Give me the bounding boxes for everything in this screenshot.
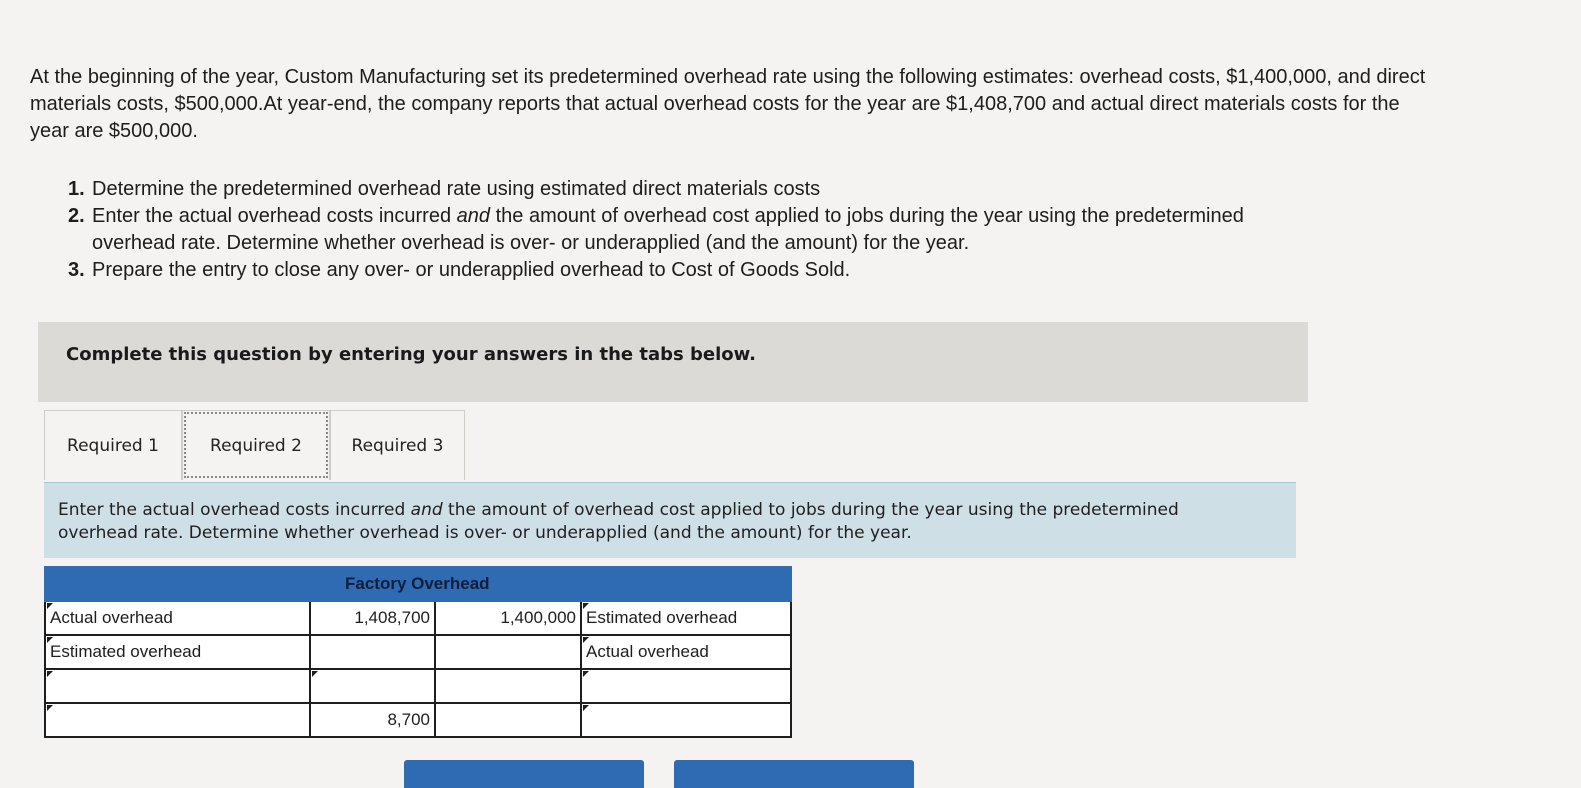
t-account-title-cell (310, 567, 581, 601)
requirement-text-rest: the amount of overhead cost applied to jobs during the year using the predetermined overhead rate. Determine whether overhead is over- or underapplied (and the amount) for the year. (92, 205, 1244, 254)
credit-label-text: Actual overhead (586, 642, 709, 661)
credit-label-select[interactable] (581, 635, 791, 669)
instruction-banner (38, 322, 1308, 402)
prompt-text-start: Enter the actual overhead costs incurred (58, 500, 411, 520)
debit-amount-input[interactable]: 1,408,700 (310, 601, 435, 635)
dropdown-marker-icon (47, 603, 53, 609)
tab-panel-prompt (44, 482, 1296, 558)
navigation-buttons (404, 760, 914, 788)
debit-label-text: Actual overhead (50, 608, 173, 627)
header-spacer (45, 567, 310, 601)
credit-amount-input[interactable]: 1,400,000 (435, 601, 581, 635)
instruction-text: Complete this question by entering your answers in the tabs below. (66, 344, 756, 365)
prompt-text-end: the amount of overhead cost applied to jobs during the year using the predetermined overhead rate. Determine whether overhead is over- or underapplied (and the amount) for the year. (58, 500, 1179, 543)
problem-intro: At the beginning of the year, Custom Manufacturing set its predetermined overhead rate using the following estimates: overhead costs, $1,400,000, and direct materials costs, $500,000.At year-end, the company reports that actual overhead costs for the year are $1,408,700 and actual direct materials costs for the year are $500,000. (30, 66, 1426, 142)
credit-amount-input[interactable] (435, 669, 581, 703)
requirement-text: Prepare the entry to close any over- or underapplied overhead to Cost of Goods Sold. (92, 259, 851, 281)
requirement-text: Enter the actual overhead costs incurred (92, 205, 457, 227)
t-account-row (45, 669, 791, 703)
dropdown-marker-icon (583, 671, 589, 677)
credit-label-text: Estimated overhead (586, 608, 738, 627)
debit-label-select[interactable] (45, 601, 310, 635)
dropdown-marker-icon (47, 637, 53, 643)
credit-label-select[interactable] (581, 601, 791, 635)
previous-tab-button[interactable] (404, 760, 644, 788)
prompt-text (58, 499, 1258, 545)
tab-bar (44, 410, 465, 482)
input-marker-icon (312, 671, 318, 677)
t-account-title: Factory Overhead (345, 574, 490, 593)
dropdown-marker-icon (47, 705, 53, 711)
requirement-text: Determine the predetermined overhead rate using estimated direct materials costs (92, 178, 821, 200)
t-account-row (45, 601, 791, 635)
requirement-item-2 (68, 203, 1328, 257)
debit-label-text: Estimated overhead (50, 642, 202, 661)
requirement-item-3 (68, 257, 1328, 284)
requirement-number: 2. (68, 205, 85, 227)
dropdown-marker-icon (583, 705, 589, 711)
tab-required-3[interactable]: Required 3 (330, 410, 465, 480)
debit-amount-input[interactable] (310, 635, 435, 669)
t-account-header (45, 567, 791, 601)
dropdown-marker-icon (47, 671, 53, 677)
tab-required-2[interactable]: Required 2 (182, 410, 330, 480)
balance-label-select[interactable] (45, 703, 310, 737)
credit-amount-input[interactable] (435, 635, 581, 669)
dropdown-marker-icon (583, 603, 589, 609)
prompt-emphasis: and (410, 500, 443, 520)
tab-required-1[interactable]: Required 1 (44, 410, 182, 480)
requirements-list (68, 176, 1328, 284)
debit-label-select[interactable] (45, 669, 310, 703)
balance-debit-input[interactable]: 8,700 (310, 703, 435, 737)
t-account-balance-row (45, 703, 791, 737)
requirement-emphasis: and (456, 205, 491, 227)
credit-label-select[interactable] (581, 669, 791, 703)
header-spacer (581, 567, 791, 601)
requirement-number: 3. (68, 259, 85, 281)
debit-label-select[interactable] (45, 635, 310, 669)
balance-right-select[interactable] (581, 703, 791, 737)
balance-credit-input[interactable] (435, 703, 581, 737)
t-account-row (45, 635, 791, 669)
dropdown-marker-icon (583, 637, 589, 643)
debit-amount-input[interactable] (310, 669, 435, 703)
factory-overhead-t-account (44, 566, 792, 738)
next-tab-button[interactable] (674, 760, 914, 788)
requirement-number: 1. (68, 178, 85, 200)
requirement-item-1 (68, 176, 1328, 203)
